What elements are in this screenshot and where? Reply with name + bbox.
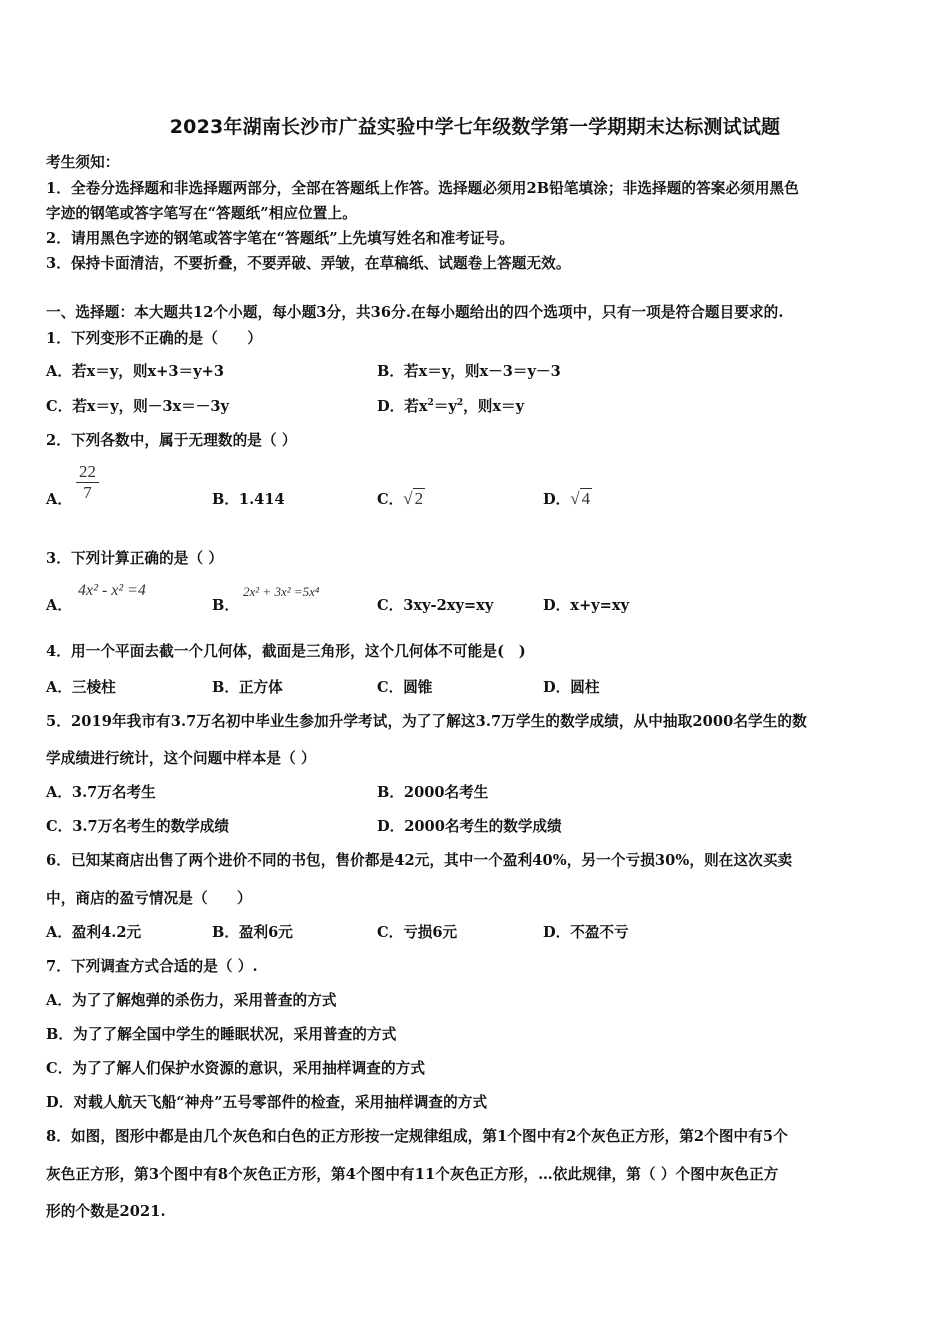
q5-option-a: A．3.7万名考生	[46, 784, 156, 801]
q7-option-d: D．对载人航天飞船“神舟”五号零部件的检查，采用抽样调查的方式	[46, 1094, 488, 1111]
q2-stem: 2．下列各数中，属于无理数的是（ ）	[46, 432, 297, 449]
sqrt-symbol-d: √ 4	[570, 489, 591, 508]
q3-option-a-label: A．	[46, 597, 72, 614]
q5-stem-line-1: 5．2019年我市有3.7万名初中毕业生参加升学考试，为了了解这3.7万学生的数学成绩，从中抽取2000名学生的数	[46, 713, 807, 730]
q5-option-d: D．2000名考生的数学成绩	[377, 818, 562, 835]
notice-item-2: 2．请用黑色字迹的钢笔或答字笔在“答题纸”上先填写姓名和准考证号。	[46, 230, 515, 247]
q2-option-d	[543, 488, 592, 509]
q2-a-numerator: 22	[79, 462, 96, 481]
notice-item-1-cont: 字迹的钢笔或答字笔写在“答题纸”相应位置上。	[46, 205, 357, 222]
q1-option-b: B．若x＝y，则x－3＝y－3	[377, 363, 561, 380]
q8-stem-line-3: 形的个数是2021.	[46, 1203, 166, 1220]
q6-option-d: D．不盈不亏	[543, 924, 629, 941]
q1-d-pre: D．若x	[377, 398, 428, 415]
q1-d-sup2: 2	[456, 398, 464, 408]
q5-option-b: B．2000名考生	[377, 784, 489, 801]
q7-option-c: C．为了了解人们保护水资源的意识，采用抽样调查的方式	[46, 1060, 426, 1077]
q1-option-c: C．若x＝y，则－3x＝－3y	[46, 398, 230, 415]
notice-heading: 考生须知：	[46, 154, 120, 171]
q1-d-mid: ＝y	[433, 398, 457, 415]
q6-stem-line-2: 中，商店的盈亏情况是（ ）	[46, 890, 252, 907]
q2-option-c	[377, 488, 425, 509]
q1-option-d	[377, 395, 524, 416]
q2-d-label: D．	[543, 491, 571, 508]
q5-stem-line-2: 学成绩进行统计，这个问题中样本是（ ）	[46, 750, 316, 767]
q2-c-label: C．	[377, 491, 404, 508]
q3-option-c: C．3xy-2xy=xy	[377, 597, 494, 614]
q2-option-a-label: A．	[46, 491, 72, 508]
q2-option-b: B．1.414	[212, 491, 285, 508]
q1-d-post: ，则x＝y	[463, 398, 525, 415]
q1-stem: 1．下列变形不正确的是（ ）	[46, 330, 262, 347]
sqrt-symbol-c: √ 2	[403, 489, 424, 508]
q3-option-a-expression: 4x² - x² =4	[78, 582, 146, 599]
q8-stem-line-2: 灰色正方形，第3个图中有8个灰色正方形，第4个图中有11个灰色正方形，…依此规律，第（ ）个图中灰色正方	[46, 1166, 779, 1183]
q2-d-radicand: 4	[581, 489, 591, 508]
q2-c-radicand: 2	[414, 489, 424, 508]
q8-stem-line-1: 8．如图，图形中都是由几个灰色和白色的正方形按一定规律组成，第1个图中有2个灰色正方形，第2个图中有5个	[46, 1128, 788, 1145]
q4-option-d: D．圆柱	[543, 679, 600, 696]
exam-title: 2023年湖南长沙市广益实验中学七年级数学第一学期期末达标测试试题	[169, 116, 781, 138]
q2-a-denominator: 7	[76, 482, 99, 503]
q6-option-a: A．盈利4.2元	[46, 924, 142, 941]
q1-option-a: A．若x＝y，则x+3＝y+3	[46, 363, 225, 380]
q7-stem: 7．下列调查方式合适的是（ ）.	[46, 958, 258, 975]
q4-option-a: A．三棱柱	[46, 679, 116, 696]
q1-d-sup1: 2	[427, 398, 434, 408]
q3-option-d: D．x+y=xy	[543, 597, 630, 614]
q7-option-b: B．为了了解全国中学生的睡眠状况，采用普查的方式	[46, 1026, 397, 1043]
q3-option-b-label: B．	[212, 597, 239, 614]
q2-option-a-fraction	[76, 462, 99, 503]
q6-stem-line-1: 6．已知某商店出售了两个进价不同的书包，售价都是42元，其中一个盈利40%，另一个亏损30%，则在这次买卖	[46, 852, 793, 869]
q5-option-c: C．3.7万名考生的数学成绩	[46, 818, 229, 835]
q3-stem: 3．下列计算正确的是（ ）	[46, 550, 224, 567]
q7-option-a: A．为了了解炮弹的杀伤力，采用普查的方式	[46, 992, 337, 1009]
q3-option-b-expression: 2x² + 3x² =5x⁴	[243, 584, 320, 599]
q6-option-c: C．亏损6元	[377, 924, 458, 941]
q4-stem: 4．用一个平面去截一个几何体，截面是三角形，这个几何体不可能是( )	[46, 643, 526, 660]
notice-item-3: 3．保持卡面清洁，不要折叠，不要弄破、弄皱，在草稿纸、试题卷上答题无效。	[46, 255, 571, 272]
q4-option-b: B．正方体	[212, 679, 283, 696]
q4-option-c: C．圆锥	[377, 679, 433, 696]
notice-item-1: 1．全卷分选择题和非选择题两部分，全部在答题纸上作答。选择题必须用2B铅笔填涂；非选择题的答案必须用黑色	[46, 180, 799, 197]
section-1-heading: 一、选择题：本大题共12个小题，每小题3分，共36分.在每小题给出的四个选项中，只有一项是符合题目要求的.	[46, 304, 784, 321]
q6-option-b: B．盈利6元	[212, 924, 293, 941]
